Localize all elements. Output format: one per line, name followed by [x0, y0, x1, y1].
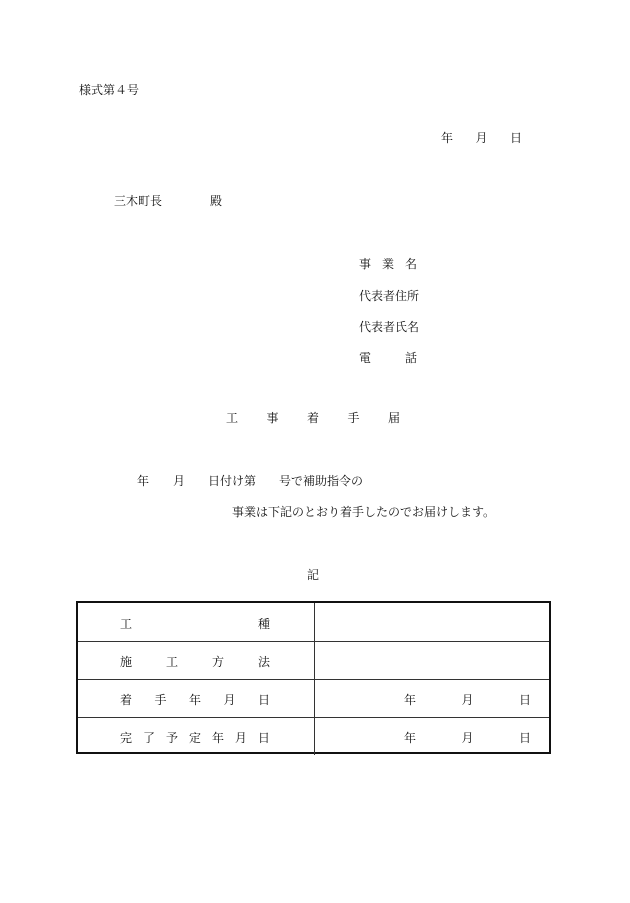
date-day-label: 日 — [509, 131, 522, 145]
start-date-value — [404, 691, 531, 708]
value-month-label: 月 — [461, 731, 474, 745]
body-number-prefix: 日付け第 — [208, 474, 257, 488]
project-name-label — [359, 255, 417, 272]
label-char: 完 — [120, 731, 133, 745]
column-divider — [314, 679, 315, 717]
label-char: 日 — [257, 693, 270, 707]
table-row — [78, 603, 549, 642]
label-char: 年 — [188, 693, 201, 707]
row-label-start-date — [120, 691, 270, 708]
body-year-label: 年 — [137, 474, 150, 488]
details-table — [76, 601, 551, 754]
body-line-1 — [137, 472, 363, 489]
table-row — [78, 717, 549, 755]
title-char: 事 — [266, 411, 279, 425]
label-char: 日 — [257, 731, 270, 745]
label-char: 手 — [154, 693, 167, 707]
column-divider — [314, 603, 315, 641]
ki-heading: 記 — [307, 568, 320, 582]
table-row — [78, 641, 549, 680]
body-line-2: 事業は下記のとおり着手したのでお届けします。 — [232, 505, 496, 519]
value-month-label: 月 — [461, 693, 474, 707]
label-char: 工 — [120, 617, 133, 631]
addressee-name: 三木町長 — [114, 194, 163, 208]
label-char: 話 — [404, 351, 417, 365]
table-row — [78, 679, 549, 718]
value-year-label: 年 — [404, 731, 417, 745]
label-char: 月 — [234, 731, 247, 745]
form-number: 様式第４号 — [79, 83, 140, 97]
label-char: 種 — [257, 617, 270, 631]
row-label-work-type — [120, 615, 270, 632]
label-char: 施 — [120, 655, 133, 669]
document-title — [226, 409, 400, 426]
label-char: 業 — [381, 257, 394, 271]
column-divider — [314, 641, 315, 679]
label-char: 着 — [120, 693, 133, 707]
value-day-label: 日 — [518, 731, 531, 745]
body-month-label: 月 — [173, 474, 186, 488]
column-divider — [314, 717, 315, 755]
label-char: 事 — [359, 257, 372, 271]
label-char: 定 — [188, 731, 201, 745]
value-year-label: 年 — [404, 693, 417, 707]
label-char: 月 — [223, 693, 236, 707]
label-char: 了 — [142, 731, 155, 745]
title-char: 着 — [306, 411, 319, 425]
date-year-label: 年 — [441, 131, 454, 145]
representative-name-label: 代表者氏名 — [359, 320, 420, 334]
row-label-completion-date — [120, 729, 270, 746]
date-month-label: 月 — [475, 131, 488, 145]
addressee — [114, 192, 222, 209]
label-char: 年 — [211, 731, 224, 745]
row-label-construction-method — [120, 653, 270, 670]
title-char: 届 — [387, 411, 400, 425]
submission-date — [441, 129, 522, 146]
value-day-label: 日 — [518, 693, 531, 707]
representative-address-label: 代表者住所 — [359, 289, 420, 303]
label-char: 名 — [404, 257, 417, 271]
addressee-honorific: 殿 — [210, 194, 223, 208]
label-char: 法 — [257, 655, 270, 669]
completion-date-value — [404, 729, 531, 746]
label-char: 電 — [359, 351, 372, 365]
body-directive-text: 号で補助指令の — [279, 474, 364, 488]
label-char: 方 — [211, 655, 224, 669]
title-char: 手 — [347, 411, 360, 425]
title-char: 工 — [226, 411, 239, 425]
phone-label — [359, 349, 417, 366]
label-char: 工 — [165, 655, 178, 669]
label-char: 予 — [165, 731, 178, 745]
